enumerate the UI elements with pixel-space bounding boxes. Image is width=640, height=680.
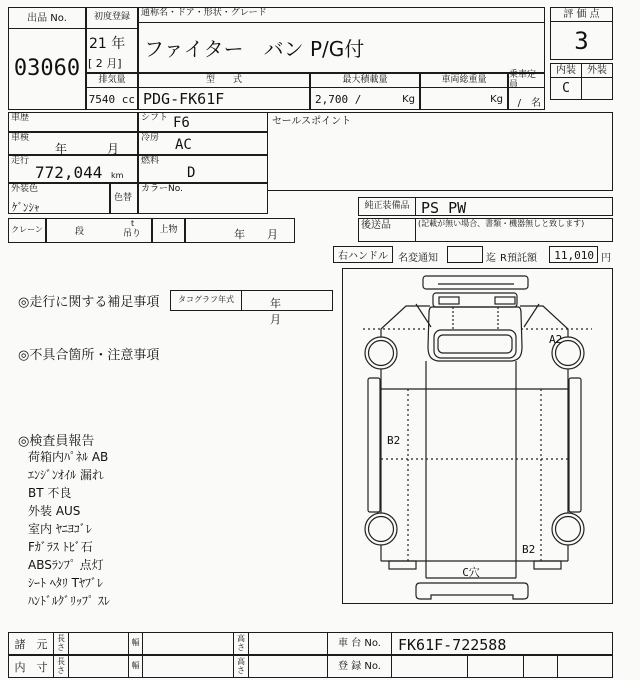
grade-score: 3 <box>574 27 589 55</box>
inspector-report-heading: ◎検査員報告 <box>18 434 95 449</box>
inspector-item: 室内 ﾔﾆﾖｺﾞﾚ <box>28 522 92 536</box>
mudguard-left <box>389 561 416 569</box>
later-items-label: 後送品 <box>358 218 416 242</box>
displacement-label: 排気量 <box>86 73 138 88</box>
mileage-note-heading: ◎走行に関する補足事項 <box>18 295 160 310</box>
first-reg-month: [ 2 月] <box>88 57 122 70</box>
crane-dan-label: 段 <box>75 227 85 237</box>
aircon-value: AC <box>175 137 192 153</box>
inspector-item: Fｶﾞﾗｽ ﾄﾋﾞ石 <box>28 540 93 554</box>
name-change-box <box>447 246 483 263</box>
shift-cell <box>138 112 268 132</box>
history-cell: 車歴 <box>8 112 138 132</box>
oem-equipment-value: PS PW <box>415 197 613 216</box>
max-load-unit: Kg <box>402 94 415 105</box>
fuel-cell <box>138 155 268 183</box>
exterior-color-value: ｹﾞﾝｼｬ <box>12 201 40 214</box>
shift-label: シフト <box>141 113 169 123</box>
inspector-item: ｼｰﾄ ﾍﾀﾘ Tﾔﾌﾞﾚ <box>28 576 103 590</box>
side-guard-right <box>569 378 581 512</box>
specs-height-value <box>248 632 328 655</box>
inspector-item: BT 不良 <box>28 486 72 500</box>
aircon-cell <box>138 132 268 155</box>
inspection-value: 年 月 <box>55 142 134 156</box>
chassis-no-value: FK61F-722588 <box>391 632 613 655</box>
body-top-value: 年 月 <box>234 228 278 241</box>
exterior-color-label: 外装色 <box>11 184 39 194</box>
inner-length-label: 長さ <box>53 655 69 678</box>
first-reg-year: 21 年 <box>89 36 126 52</box>
vehicle-name: ファイター バン P/G付 <box>144 37 365 61</box>
inspector-item: ｴﾝｼﾞﾝｵｲﾙ 漏れ <box>28 468 104 482</box>
interior-label: 内装 <box>550 63 582 78</box>
capacity-label: 乗車定員 <box>508 73 545 88</box>
marker-lamp-left <box>439 297 459 304</box>
specs-length-label: 長さ <box>53 632 69 655</box>
crane-cell <box>46 218 152 243</box>
damage-label-b2-right: B2 <box>522 543 536 556</box>
handle-badge: 右ハンドル <box>333 246 393 263</box>
gross-weight-cell <box>420 87 508 110</box>
body-top-cell <box>185 218 295 243</box>
later-items-note: (記載が無い場合、書類・機器無しと致します) <box>415 218 613 242</box>
max-load-cell <box>310 87 420 110</box>
mileage-value: 772,044 <box>35 163 103 182</box>
inspector-item: ABSﾗﾝﾌﾟ 点灯 <box>28 558 104 572</box>
model-code-label: 型 式 <box>138 73 310 88</box>
deposit-unit: 円 <box>601 253 611 264</box>
windshield-inner <box>438 335 512 353</box>
model-code-value: PDG-FK61F <box>138 87 310 110</box>
registration-no-cell-3 <box>523 655 558 678</box>
windshield-outer <box>434 330 516 358</box>
exterior-grade <box>581 77 613 100</box>
name-change-label: 名変通知 <box>398 253 438 264</box>
damage-label-a2: A2 <box>549 333 563 346</box>
lot-number: 03060 <box>13 55 81 81</box>
chassis-no-label: 車 台 No. <box>327 632 392 655</box>
deposit-label: R預託額 <box>500 253 537 264</box>
inspector-item: 外装 AUS <box>28 504 81 518</box>
inspection-label: 車検 <box>11 133 30 143</box>
registration-no-cell-2 <box>467 655 524 678</box>
displacement-value: 7540 cc <box>86 87 138 110</box>
specs-height-label: 高さ <box>233 632 249 655</box>
exterior-color-cell <box>8 183 110 214</box>
diagram-box <box>342 268 613 604</box>
specs-width-value <box>142 632 234 655</box>
marker-lamp-right <box>495 297 515 304</box>
chassis-rails <box>426 361 516 578</box>
registration-no-cell-4 <box>557 655 613 678</box>
body-top-label: 上物 <box>152 218 185 243</box>
inspector-item: ﾊﾝﾄﾞﾙｸﾞﾘｯﾌﾟ ｽﾚ <box>28 594 110 608</box>
lot-label: 出品 No. <box>8 7 86 29</box>
tachograph-value: 年 月 <box>270 297 316 326</box>
mileage-unit: km <box>111 171 124 180</box>
specs-width-label: 幅 <box>128 632 143 655</box>
capacity-cell <box>508 87 545 110</box>
specs-length-value <box>68 632 129 655</box>
crane-tsuri-label: 吊り <box>123 229 142 239</box>
max-load-label: 最大積載量 <box>310 73 420 88</box>
front-bumper <box>423 276 528 289</box>
fuel-value: D <box>187 165 196 181</box>
oem-equipment-label: 純正装備品 <box>358 197 416 216</box>
registration-no-cell-1 <box>391 655 468 678</box>
mudguard-right <box>534 561 561 569</box>
vehicle-name-label: 通称名・ドア・形状・グレード <box>138 7 545 23</box>
inspection-cell <box>8 132 138 155</box>
gross-weight-label: 車両総重量 <box>420 73 508 88</box>
mirror-arm-right <box>524 304 539 327</box>
mileage-label: 走行 <box>11 156 30 166</box>
inner-width-label: 幅 <box>128 655 143 678</box>
shift-value: F6 <box>173 115 190 131</box>
inner-width-value <box>142 655 234 678</box>
first-reg-label: 初度登録 <box>86 7 138 29</box>
inspector-item: 荷箱内ﾊﾟﾈﾙ AB <box>28 450 109 464</box>
deposit-value: 11,010 <box>549 246 598 263</box>
fuel-label: 燃料 <box>141 156 160 166</box>
inner-row-label: 内 寸 <box>8 655 54 678</box>
registration-no-label: 登 録 No. <box>327 655 392 678</box>
grade-label: 評 価 点 <box>550 7 613 22</box>
capacity-value: / 名 <box>517 98 541 109</box>
color-no-cell: カラーNo. <box>138 183 268 214</box>
rear-bumper <box>416 583 528 599</box>
gross-weight-unit: Kg <box>490 94 503 105</box>
inner-height-value <box>248 655 328 678</box>
bed-dotted-verticals <box>408 389 541 561</box>
aircon-label: 冷房 <box>141 133 160 143</box>
cab-roof <box>433 293 517 307</box>
vehicle-diagram <box>343 269 612 603</box>
tachograph-value-cell <box>241 290 333 326</box>
wheel-rear-right <box>552 513 584 545</box>
wheel-rear-left <box>365 513 397 545</box>
crane-label: クレーン <box>8 218 46 243</box>
mileage-cell <box>8 155 138 183</box>
max-load-value: 2,700 / <box>315 93 362 106</box>
inspector-report-list <box>28 448 308 610</box>
crane-t-label: t <box>131 219 135 228</box>
color-change-cell: 色替 <box>110 183 138 214</box>
name-change-until: 迄 <box>486 253 496 264</box>
defect-note-heading: ◎不具合箇所・注意事項 <box>18 348 160 363</box>
inner-height-label: 高さ <box>233 655 249 678</box>
specs-row-label: 諸 元 <box>8 632 54 655</box>
damage-label-b2-left: B2 <box>387 434 401 447</box>
sales-point-box: セールスポイント <box>267 112 613 191</box>
exterior-label: 外装 <box>581 63 613 78</box>
inner-length-value <box>68 655 129 678</box>
side-guard-left <box>368 378 380 512</box>
damage-label-c-hole: C穴 <box>462 566 480 579</box>
wheel-front-left <box>365 337 397 369</box>
tachograph-label: タコグラフ年式 <box>170 290 242 311</box>
interior-grade: C <box>550 77 582 100</box>
